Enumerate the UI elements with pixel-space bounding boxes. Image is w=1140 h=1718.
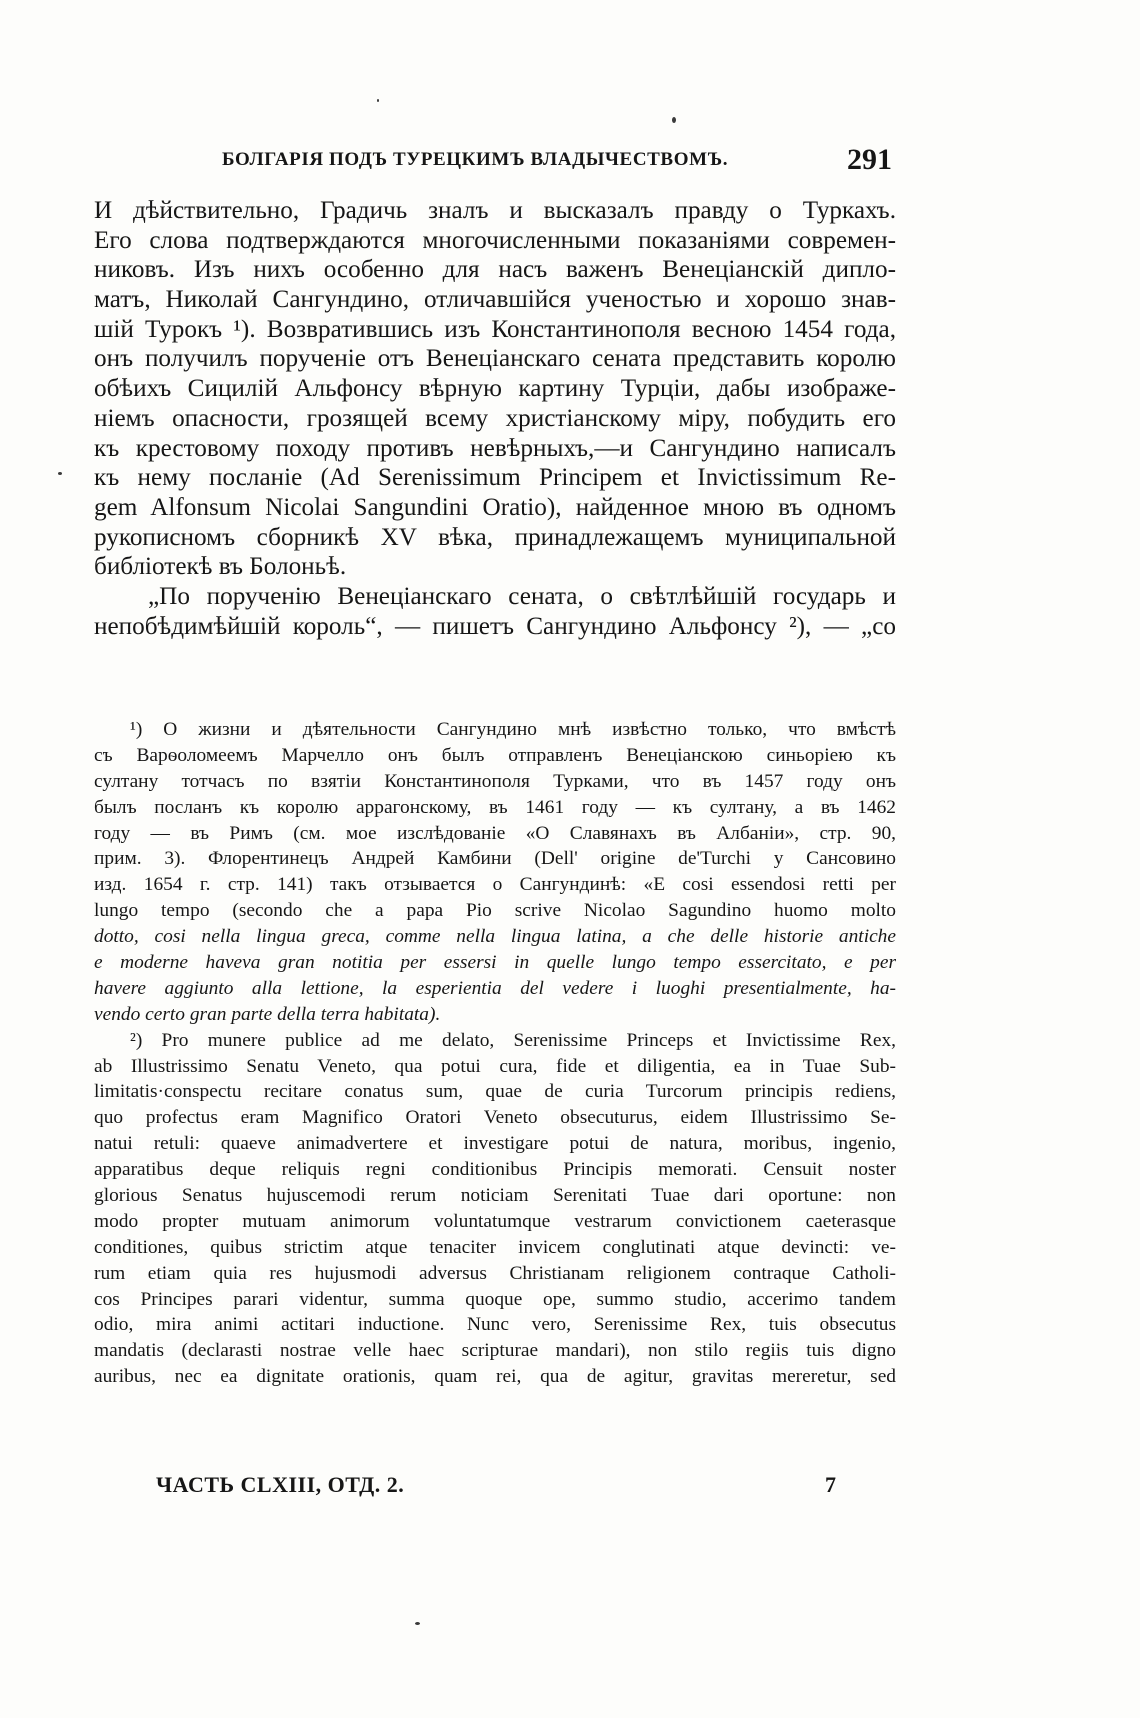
- footnote-line: султану тотчасъ по взятіи Константинополя Турками, что въ 1457 году онъ: [94, 770, 896, 792]
- text-line: Его слова подтверждаются многочисленными показаніями современ-: [94, 226, 896, 254]
- main-text: [94, 196, 896, 641]
- running-head: БОЛГАРІЯ ПОДЪ ТУРЕЦКИМЪ ВЛАДЫЧЕСТВОМЪ.: [222, 149, 729, 170]
- text-line: И дѣйствительно, Градичь зналъ и высказалъ правду о Туркахъ.: [94, 197, 896, 224]
- footnote-line: dotto, cosi nella lingua greca, comme nella lingua latina, a che delle historie antiche: [94, 926, 896, 948]
- text-line: рукописномъ сборникѣ XV вѣка, принадлежащемъ муниципальной: [94, 523, 896, 551]
- footnote-line: съ Варѳоломеемъ Марчелло онъ былъ отправленъ Венеціанскою синьоріею къ: [94, 744, 896, 766]
- footnote-line: auribus, nec ea dignitate orationis, quam rei, qua de agitur, gravitas mereretur, sed: [94, 1366, 896, 1388]
- footnote-line: glorious Senatus hujuscemodi rerum noticiam Serenitati Tuae dari oportune: non: [94, 1185, 896, 1207]
- footnote-line: apparatibus deque reliquis regni conditionibus Principis memorati. Censuit noster: [94, 1159, 896, 1181]
- print-speck: [377, 99, 379, 102]
- footnote-line: изд. 1654 г. стр. 141) такъ отзывается о Сангундинѣ: «E cosi essendosi retti per: [94, 874, 896, 896]
- footnote-line: havere aggiunto alla lettione, la esperientia del vedere i luoghi presentialmente, ha-: [94, 977, 896, 999]
- footnote-line: quo profectus eram Magnifico Oratori Veneto obsecuturus, eidem Illustrissimo Se-: [94, 1107, 896, 1129]
- footnote-line: odio, mira animi actitari inductione. Nunc vero, Serenissime Rex, tuis obsecutus: [94, 1314, 896, 1336]
- footnote-line: rum etiam quia res hujusmodi adversus Christianam religionem contraque Catholi-: [94, 1262, 896, 1284]
- print-speck: [415, 1622, 420, 1625]
- text-line: непобѣдимѣйшій король“, — пишетъ Сангундино Альфонсу ²), — „со: [94, 612, 896, 640]
- footnote-line: прим. 3). Флорентинецъ Андрей Камбини (Dell' origine de'Turchi у Сансовино: [94, 848, 896, 870]
- page-number: 291: [847, 143, 892, 176]
- text-line: библіотекѣ въ Болоньѣ.: [94, 553, 347, 581]
- text-line: матъ, Николай Сангундино, отличавшійся ученостью и хорошо знав-: [94, 286, 896, 314]
- footnote-line: modo propter mutuam animorum voluntatumque vestrarum convictionem caeterasque: [94, 1210, 896, 1232]
- text-line: ніемъ опасности, грозящей всему христіанскому міру, побудить его: [94, 404, 896, 432]
- footnote-line: mandatis (declarasti nostrae velle haec scripturae mandari), non stilo regiis tuis digno: [94, 1340, 896, 1362]
- page-header: [142, 143, 892, 183]
- footnote-line: e moderne haveva gran notitia per essersi in quelle lungo tempo essercitato, e per: [94, 952, 896, 974]
- text-line: шій Турокъ ¹). Возвратившись изъ Константинополя весною 1454 года,: [94, 315, 896, 343]
- text-line: gem Alfonsum Nicolai Sangundini Oratio), найденное мною въ одномъ: [94, 493, 896, 521]
- text-line: къ крестовому походу противъ невѣрныхъ,—и Сангундино написалъ: [94, 434, 896, 462]
- footnote-line: vendo certo gran parte della terra habitata).: [94, 1003, 441, 1025]
- text-line: никовъ. Изъ нихъ особенно для насъ важенъ Венеціанскій дипло-: [94, 256, 896, 284]
- signature-mark: ЧАСТЬ CLXIII, ОТД. 2.: [156, 1472, 405, 1497]
- footnote-line: былъ посланъ къ королю аррагонскому, въ 1461 году — къ султану, а въ 1462: [94, 796, 896, 818]
- footnote-line: cos Principes parari videntur, summa quoque ope, summo studio, accerimo tandem: [94, 1288, 896, 1310]
- footnote-line: natui retuli: quaeve animadvertere et investigare potui de natura, moribus, ingenio,: [94, 1133, 896, 1155]
- footnote-line: году — въ Римъ (см. мое изслѣдованіе «О Славянахъ въ Албаніи», стр. 90,: [94, 822, 896, 844]
- footnote-line: ²) Pro munere publice ad me delato, Serenissime Princeps et Invictissime Rex,: [130, 1029, 896, 1051]
- footnote-line: ab Illustrissimo Senatu Veneto, qua potui cura, fide et diligentia, ea in Tuae Sub-: [94, 1055, 896, 1077]
- text-line: онъ получилъ порученіе отъ Венеціанскаго сената представить королю: [94, 345, 896, 373]
- text-line: „По порученію Венеціанскаго сената, о свѣтлѣйшій государь и: [148, 582, 896, 610]
- print-speck: [672, 117, 676, 123]
- text-line: обѣихъ Сицилій Альфонсу вѣрную картину Турціи, дабы изображе-: [94, 375, 896, 403]
- footnote-line: lungo tempo (secondo che a papa Pio scrive Nicolao Sagundino huomo molto: [94, 900, 896, 922]
- page-footer: [156, 1472, 836, 1506]
- text-line: къ нему посланіе (Ad Serenissimum Principem et Invictissimum Re-: [94, 464, 896, 492]
- footnote-line: limitatis·conspectu recitare conatus sum, quae de curia Turcorum principis rediens,: [94, 1081, 896, 1103]
- footnote-line: ¹) О жизни и дѣятельности Сангундино мнѣ извѣстно только, что вмѣстѣ: [130, 719, 896, 740]
- footnotes: [94, 717, 896, 1390]
- print-speck: [58, 472, 62, 475]
- sheet-number: 7: [825, 1472, 836, 1497]
- footnote-line: conditiones, quibus strictim atque tenaciter invicem conglutinati atque devincti: ve-: [94, 1236, 896, 1258]
